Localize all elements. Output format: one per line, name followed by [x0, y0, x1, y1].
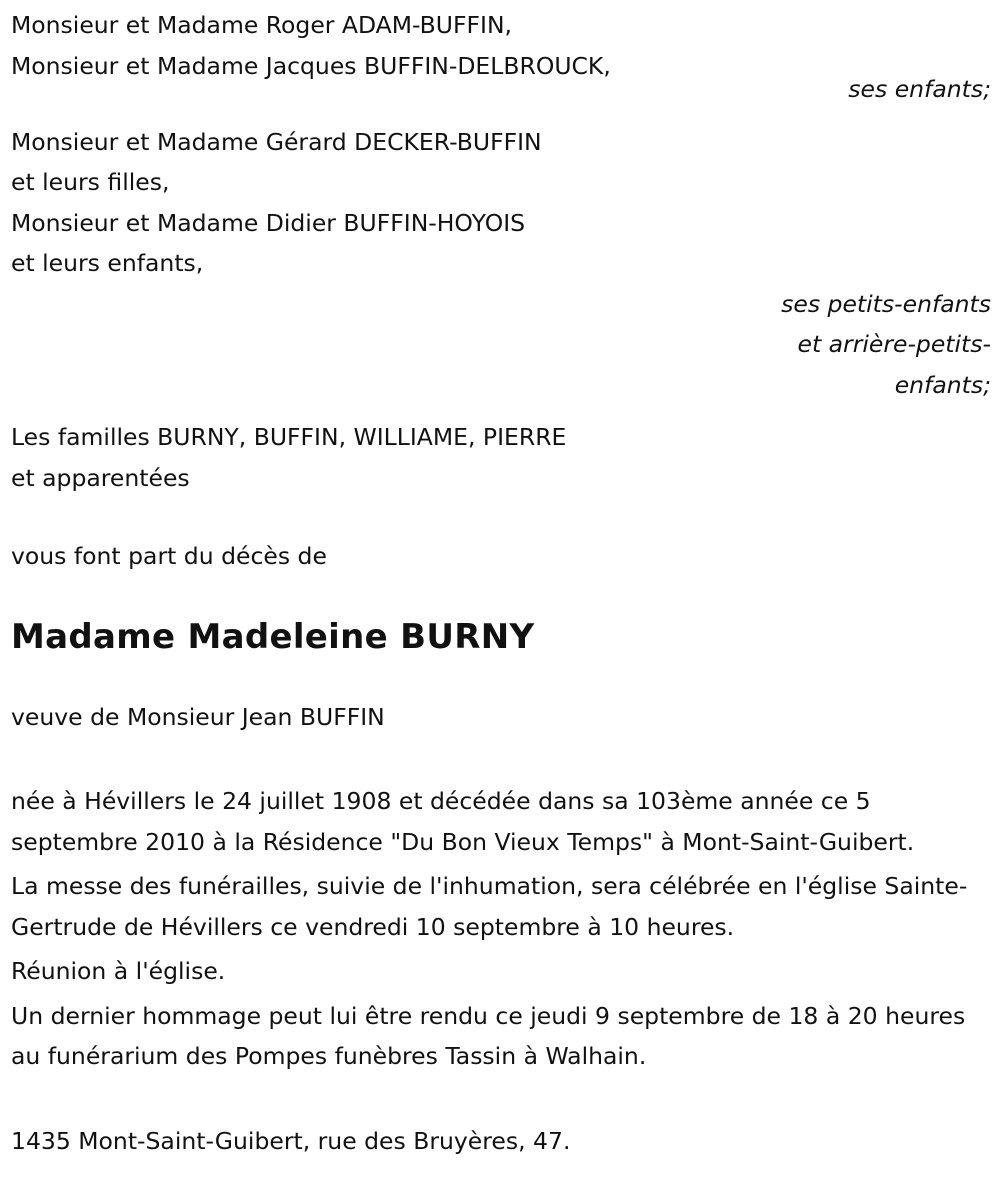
announcement-text: vous font part du décès de: [11, 542, 327, 570]
role-label-grandchildren: ses petits-enfants: [781, 289, 991, 318]
tribute-paragraph: Un dernier hommage peut lui être rendu ce jeudi 9 septembre de 18 à 20 heures au funérarium des Pompes funèbres Tassin à Walhain.: [11, 1001, 966, 1070]
address-text: 1435 Mont-Saint-Guibert, rue des Bruyères, 47.: [11, 1126, 571, 1155]
role-label-children: ses enfants;: [848, 75, 991, 103]
widow-of-text: veuve de Monsieur Jean BUFFIN: [11, 702, 385, 731]
children-group: [11, 5, 991, 110]
family-line: Les familles BURNY, BUFFIN, WILLIAME, PIERRE: [11, 423, 567, 451]
birth-death-paragraph: née à Hévillers le 24 juillet 1908 et décédée dans sa 103ème année ce 5 septembre 2010 à la Résidence "Du Bon Vieux Temps" à Mont-Saint-Guibert.: [11, 787, 915, 856]
role-label-grandchildren: enfants;: [894, 370, 991, 399]
families-group: [11, 417, 991, 498]
family-line: et leurs enfants,: [11, 249, 204, 277]
family-line: Monsieur et Madame Gérard DECKER-BUFFIN: [11, 127, 542, 156]
family-line: et apparentées: [11, 463, 190, 492]
family-line: Monsieur et Madame Didier BUFFIN-HOYOIS: [11, 208, 526, 237]
role-label-grandchildren: et arrière-petits-: [797, 330, 991, 358]
family-line: Monsieur et Madame Jacques BUFFIN-DELBROUCK,: [11, 51, 611, 80]
family-line: et leurs filles,: [11, 168, 170, 196]
funeral-mass-paragraph: La messe des funérailles, suivie de l'inhumation, sera célébrée en l'église Sainte-Gertrude de Hévillers ce vendredi 10 septembre à 10 heures.: [11, 872, 968, 941]
meeting-paragraph: Réunion à l'église.: [11, 957, 226, 985]
obituary-notice: [11, 5, 991, 1161]
deceased-name: Madame Madeleine BURNY: [11, 616, 535, 657]
grandchildren-group: [11, 122, 991, 406]
family-line: Monsieur et Madame Roger ADAM-BUFFIN,: [11, 11, 513, 39]
